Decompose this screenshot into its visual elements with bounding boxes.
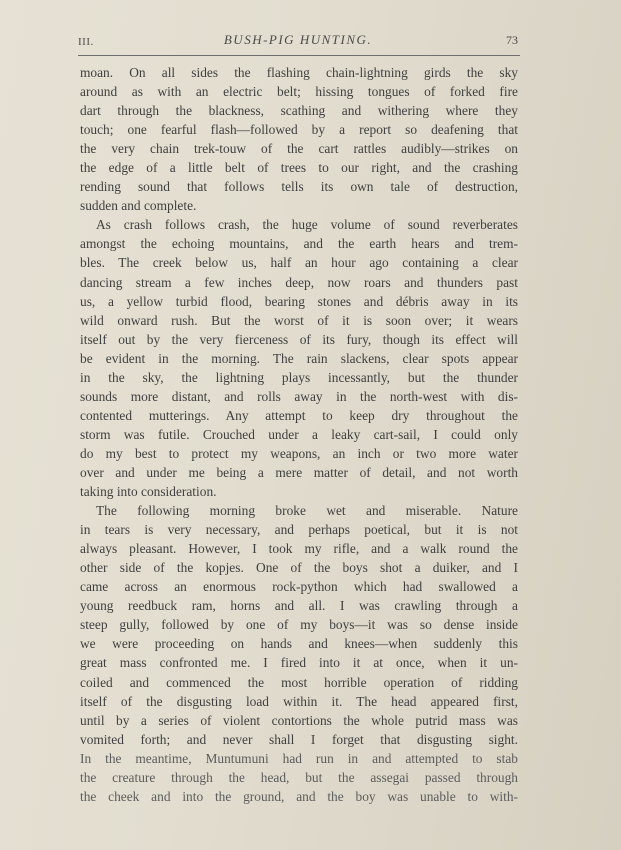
text-line: sudden and complete. <box>80 198 197 214</box>
text-line: steep gully, followed by one of my boys—it was so dense inside <box>80 617 518 633</box>
text-line: the cheek and into the ground, and the boy was unable to with- <box>80 788 518 804</box>
text-line: amongst the echoing mountains, and the earth hears and trem- <box>80 236 518 252</box>
text-line: do my best to protect my weapons, an inch or two more water <box>80 445 518 461</box>
text-line: The following morning broke wet and miserable. Nature <box>96 503 518 519</box>
text-line: dancing stream a few inches deep, now roars and thunders past <box>80 274 518 290</box>
text-line: wild onward rush. But the worst of it is soon over; it wears <box>80 312 518 328</box>
body-text <box>80 63 518 806</box>
text-line: vomited forth; and never shall I forget that disgusting sight. <box>80 731 518 747</box>
text-line: As crash follows crash, the huge volume of sound reverberates <box>96 217 518 233</box>
text-line: great mass confronted me. I fired into it at once, when it un- <box>80 655 518 671</box>
text-line: the very chain trek-touw of the cart rattles audibly—strikes on <box>80 141 518 157</box>
running-header <box>78 32 518 52</box>
text-line: dart through the blackness, scathing and withering where they <box>80 103 518 119</box>
page-number: 73 <box>506 33 518 47</box>
header-rule <box>78 55 520 56</box>
text-line: touch; one fearful flash—followed by a report so deafening that <box>80 122 518 138</box>
text-line: contented mutterings. Any attempt to keep dry throughout the <box>80 407 518 423</box>
text-line: us, a yellow turbid flood, bearing stones and débris away in its <box>80 293 518 309</box>
text-line: other side of the kopjes. One of the boys shot a duiker, and I <box>80 560 518 576</box>
text-line: taking into consideration. <box>80 484 217 500</box>
text-line: over and under me being a mere matter of detail, and not worth <box>80 464 518 480</box>
text-line: rending sound that follows tells its own tale of destruction, <box>80 179 518 195</box>
text-line: itself out by the very fierceness of its fury, though its effect will <box>80 331 518 347</box>
text-line: sounds more distant, and rolls away in the north-west with dis- <box>80 388 518 404</box>
text-line: the creature through the head, but the assegai passed through <box>80 769 518 785</box>
text-line: itself of the disgusting load within it. The head appeared first, <box>80 693 518 709</box>
text-line: young reedbuck ram, horns and all. I was crawling through a <box>80 598 518 614</box>
text-line: in tears is very necessary, and perhaps poetical, but it is not <box>80 522 518 538</box>
text-line: In the meantime, Muntumuni had run in and attempted to stab <box>80 750 518 766</box>
chapter-number: III. <box>78 36 94 48</box>
text-line: we were proceeding on hands and knees—when suddenly this <box>80 636 518 652</box>
text-line: always pleasant. However, I took my rifle, and a walk round the <box>80 541 518 557</box>
text-line: in the sky, the lightning plays incessantly, but the thunder <box>80 369 518 385</box>
text-line: coiled and commenced the most horrible operation of ridding <box>80 674 518 690</box>
text-line: the edge of a little belt of trees to our right, and the crashing <box>80 160 518 176</box>
text-line: around as with an electric belt; hissing tongues of forked fire <box>80 84 518 100</box>
text-line: until by a series of violent contortions the whole putrid mass was <box>80 712 518 728</box>
running-title: BUSH-PIG HUNTING. <box>223 32 373 47</box>
text-line: storm was futile. Crouched under a leaky cart-sail, I could only <box>80 426 518 442</box>
text-line: bles. The creek below us, half an hour ago containing a clear <box>80 255 518 271</box>
text-line: came across an enormous rock-python which had swallowed a <box>80 579 518 595</box>
text-line: moan. On all sides the flashing chain-lightning girds the sky <box>80 65 518 80</box>
text-line: be evident in the morning. The rain slackens, clear spots appear <box>80 350 518 366</box>
